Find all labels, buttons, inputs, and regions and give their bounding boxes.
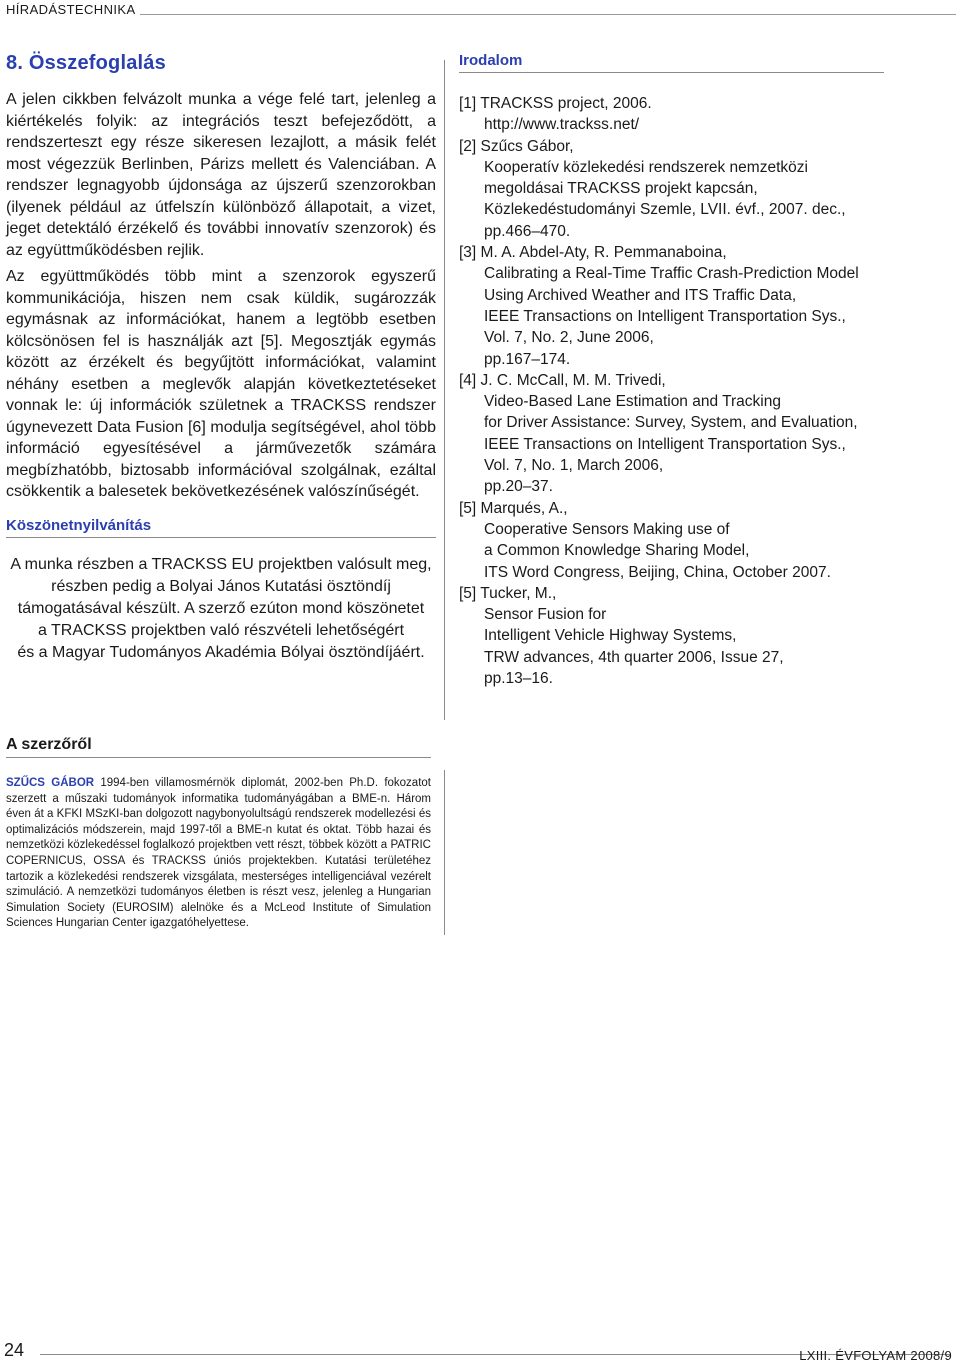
acknowledgement-line: támogatásával készült. A szerző ezúton mond köszönetet [17, 599, 425, 617]
reference-line: for Driver Assistance: Survey, System, and Evaluation, [484, 414, 858, 432]
conclusion-paragraph-2: Az együttműködés több mint a szenzorok egyszerű kommunikációja, hiszen nem csak küldik, sugározzák egymásnak az információkat, hanem a legtöbb esetben kölcsönösen fel is használják azt [5]. Megosztják egymás között az érzékelt és begyűjtött információkat, valamint néhány esetben a meglevők alapján következtetéseket vonnak le: új információk születnek a TRACKSS rendszer úgynevezett Data Fusion [6] modulja segítségével, ahol több információ egyesítésével a járművezetők számára megbízhatóbb, biztosabb információval szolgálnak, ezáltal csökkentik a balesetek bekövetkezésének valószínűségét. [6, 268, 436, 500]
acknowledgement-heading: Köszönetnyilvánítás [6, 517, 436, 538]
journal-header-label: HÍRADÁSTECHNIKA [6, 2, 136, 17]
author-bio [6, 776, 431, 932]
reference-line: TRW advances, 4th quarter 2006, Issue 27, [484, 648, 784, 666]
reference-line: Sensor Fusion for [484, 606, 607, 624]
reference-line: pp.167–174. [484, 350, 571, 368]
reference-label: [4] J. C. McCall, M. M. Trivedi, [459, 371, 666, 389]
right-column [459, 52, 889, 689]
reference-line: Using Archived Weather and ITS Traffic Data, [484, 286, 797, 304]
reference-label: [3] M. A. Abdel-Aty, R. Pemmanaboina, [459, 244, 727, 262]
acknowledgement-text [6, 554, 436, 664]
header-rule [140, 14, 956, 15]
reference-line: ITS Word Congress, Beijing, China, October 2007. [484, 563, 831, 581]
author-bio-text: 1994-ben villamosmérnök diplomát, 2002-ben Ph.D. fokozatot szerzett a műszaki tudományok informatika tudományágában a BME-n. Három éven át a KFKI MSzKI-ban dolgozott nagybonyolultságú rendszerek modellezési és optimalizációs módszerein, majd 1997-től a BME-n kutat és oktat. Több hazai és nemzetközi közlekedéssel foglalkozó projektben vett részt, többek között a PATRIC COPERNICUS, OSSA és TRACKSS úniós projektekben. Kutatási területéhez tartozik a közlekedési rendszerek vizsgálata, mesterséges intelligenciával vezérelt szimuláció. A nemzetközi tudományos életben is részt vesz, jelenleg a Hungarian Simulation Society (EUROSIM) alelnöke és a McLeod Institute of Simulation Sciences Hungarian Center igazgatóhelyettese. [6, 777, 431, 930]
left-column [6, 52, 436, 664]
reference-line: IEEE Transactions on Intelligent Transportation Sys., [484, 435, 846, 453]
acknowledgement-line: és a Magyar Tudományos Akadémia Bólyai ösztöndíjáért. [17, 643, 425, 661]
references-heading: Irodalom [459, 52, 884, 73]
reference-line: Calibrating a Real-Time Traffic Crash-Prediction Model [484, 265, 859, 283]
acknowledgement-line: részben pedig a Bolyai János Kutatási ösztöndíj [51, 577, 391, 595]
author-name: SZŰCS GÁBOR [6, 777, 95, 789]
reference-item [459, 93, 889, 136]
reference-item [459, 242, 889, 370]
reference-item [459, 498, 889, 583]
volume-label: LXIII. ÉVFOLYAM 2008/9 [799, 1348, 952, 1363]
author-column-divider [444, 770, 445, 935]
reference-item [459, 370, 889, 498]
author-section [6, 736, 431, 932]
reference-label: [2] Szűcs Gábor, [459, 137, 574, 155]
reference-label: [1] TRACKSS project, 2006. [459, 95, 652, 112]
author-heading: A szerzőről [6, 736, 431, 758]
page-number: 24 [4, 1340, 25, 1360]
reference-line: IEEE Transactions on Intelligent Transportation Sys., [484, 307, 846, 325]
reference-line: Cooperative Sensors Making use of [484, 520, 730, 538]
reference-line: pp.20–37. [484, 478, 553, 496]
reference-line: Kooperatív közlekedési rendszerek nemzetközi [484, 158, 808, 176]
reference-item [459, 583, 889, 689]
reference-line: Közlekedéstudományi Szemle, LVII. évf., 2007. dec., [484, 201, 846, 219]
column-divider [444, 60, 445, 720]
reference-line: Video-Based Lane Estimation and Tracking [484, 393, 781, 411]
conclusion-paragraph-1: A jelen cikkben felvázolt munka a vége felé tart, jelenleg a kiértékelés folyik: az integrációs teszt befejeződött, a rendszerteszt egy része sikeresen lezajlott, a másik felét most végezzük Berlinben, Párizs mellett és Valenciában. A rendszer legnagyobb újdonsága az újszerű szenzorokban (ilyenek például az útfelszín különböző állapotait, a vizet, jeget detektáló érzékelő és további innovatív szenzorok) és az együttműködésben rejlik. [6, 91, 436, 259]
conclusion-heading: 8. Összefoglalás [6, 52, 166, 74]
reference-line: pp.466–470. [484, 222, 571, 240]
acknowledgement-line: a TRACKSS projektben való részvételi lehetőségért [37, 621, 405, 639]
reference-line: pp.13–16. [484, 670, 553, 688]
reference-line: Vol. 7, No. 2, June 2006, [484, 329, 654, 347]
reference-line: megoldásai TRACKSS projekt kapcsán, [484, 180, 758, 198]
reference-label: [5] Tucker, M., [459, 584, 557, 602]
reference-line: http://www.trackss.net/ [484, 116, 640, 134]
acknowledgement-line: A munka részben a TRACKSS EU projektben valósult meg, [10, 555, 432, 573]
reference-list [459, 93, 889, 689]
reference-line: a Common Knowledge Sharing Model, [484, 542, 750, 560]
reference-label: [5] Marqués, A., [459, 499, 568, 517]
reference-line: Vol. 7, No. 1, March 2006, [484, 457, 664, 475]
reference-item [459, 136, 889, 242]
reference-line: Intelligent Vehicle Highway Systems, [484, 627, 737, 645]
